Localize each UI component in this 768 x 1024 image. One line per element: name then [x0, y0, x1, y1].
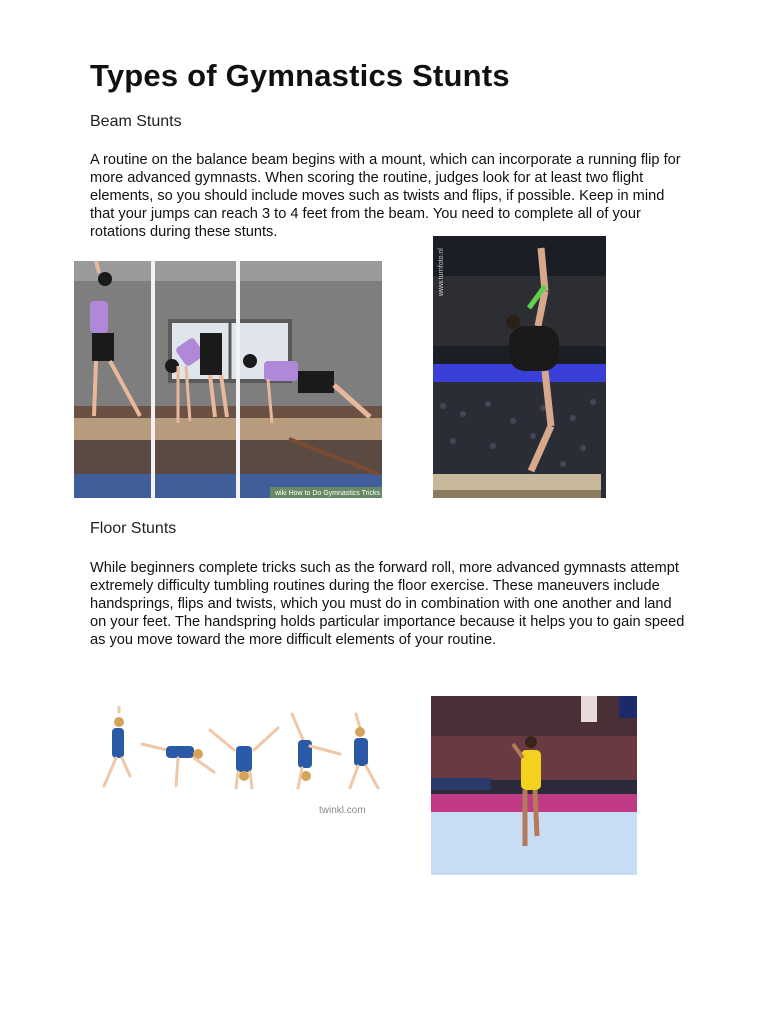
beam-photo	[433, 236, 606, 498]
beam-stunts-heading: Beam Stunts	[90, 113, 182, 130]
floor-illustration-credit: twinkl.com	[319, 805, 366, 816]
floor-stunts-paragraph: While beginners complete tricks such as the forward roll, more advanced gymnasts attempt extremely difficulty tumbling routines during the floor exercise. These maneuvers include handsprings, flips and twists, which you must do in combination with one another and land on your feet. The handspring holds particular importance because it helps you to gain speed as you move toward the more difficult elements of your routine.	[90, 560, 685, 648]
beam-illustration	[74, 261, 382, 498]
floor-photo	[431, 696, 637, 875]
page-title: Types of Gymnastics Stunts	[90, 58, 510, 93]
floor-stunts-heading: Floor Stunts	[90, 520, 177, 537]
floor-illustration	[92, 706, 392, 822]
beam-photo-credit: www.turnfoto.nl	[438, 248, 445, 296]
beam-illustration-credit: wiki How to Do Gymnastics Tricks	[275, 490, 381, 497]
beam-stunts-paragraph: A routine on the balance beam begins with a mount, which can incorporate a running flip for more advanced gymnasts. When scoring the routine, judges look for at least two flight elements, so you should include moves such as twists and flips, if possible. Keep in mind that your jumps can reach 3 to 4 feet from the beam. You need to complete all of your rotations during these stunts.	[90, 152, 681, 240]
